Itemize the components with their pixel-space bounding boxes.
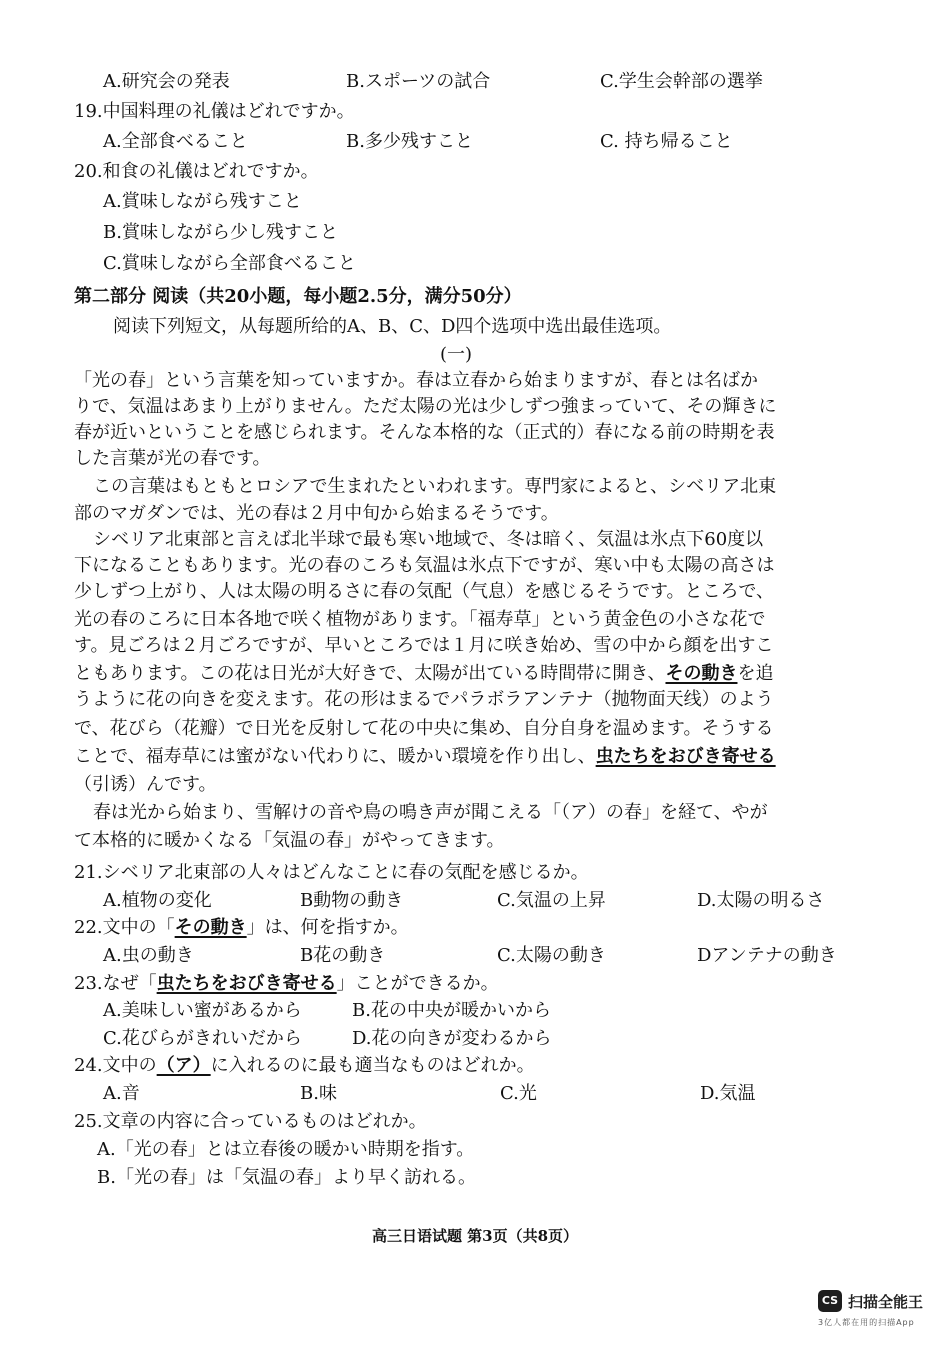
- passage-line: [74, 744, 776, 770]
- passage-line: うように花の向きを変えます。花の形はまるでパラボラアンテナ（抛物面天线）のよう: [74, 689, 774, 710]
- q23-underlined: 虫たちをおびき寄せる: [156, 973, 337, 994]
- q20-stem: 20.和食の礼儀はどれですか。: [74, 161, 319, 182]
- passage-line: て本格的に暖かくなる「気温の春」がやってきます。: [74, 830, 505, 851]
- q23-stem: [74, 971, 499, 997]
- q25-option-b: B.「光の春」は「気温の春」より早く訪れる。: [97, 1167, 476, 1188]
- q21-option-c: C.気温の上昇: [497, 890, 606, 911]
- q20-option-a: A.賞味しながら残すこと: [103, 191, 302, 212]
- q25-stem: 25.文章の内容に合っているものはどれか。: [74, 1111, 427, 1132]
- q23-option-a: A.美味しい蜜があるから: [103, 1000, 302, 1021]
- page-footer: 高三日语试题 第3页（共8页）: [371, 1227, 579, 1245]
- q19-option-a: A.全部食べること: [103, 131, 248, 152]
- q22-option-a: A.虫の動き: [103, 945, 194, 966]
- watermark-name: 扫描全能王: [848, 1293, 924, 1311]
- q20-option-c: C.賞味しながら全部食べること: [103, 253, 356, 274]
- passage-line: 少しずつ上がり、人は太陽の明るさに春の気配（气息）を感じるそうです。ところで、: [74, 581, 775, 602]
- q24-underlined: （ア）: [156, 1055, 211, 1076]
- passage-line: した言葉が光の春です。: [74, 448, 271, 469]
- q25-option-a: A.「光の春」とは立春後の暖かい時期を指す。: [97, 1139, 475, 1160]
- passage-line: す。見ごろは２月ごろですが、早いところでは１月に咲き始め、雪の中から顔を出すこ: [74, 635, 774, 656]
- underlined-phrase-sono-ugoki: その動き: [665, 663, 738, 684]
- camscanner-icon: CS: [818, 1290, 842, 1312]
- passage-line: りで、気温はあまり上がりません。ただ太陽の光は少しずつ強まっていて、その輝きに: [74, 396, 777, 417]
- q24-stem: [74, 1053, 535, 1079]
- q24-option-a: A.音: [103, 1083, 140, 1104]
- passage-number: (一): [440, 344, 473, 365]
- q18-option-c: C.学生会幹部の選挙: [600, 71, 763, 92]
- q23-option-c: C.花びらがきれいだから: [103, 1028, 302, 1049]
- q22-option-b: B花の動き: [300, 945, 386, 966]
- passage-line: 下になることもあります。光の春のころも気温は氷点下ですが、寒い中も太陽の高さは: [74, 555, 775, 576]
- scanner-watermark-logo: [818, 1290, 938, 1330]
- q24-option-d: D.気温: [700, 1083, 756, 1104]
- passage-line: 春が近いということを感じられます。そんな本格的な（正式的）春になる前の時期を表: [74, 422, 775, 443]
- passage-text: ことで、福寿草には蜜がない代わりに、暖かい環境を作り出し、: [74, 746, 596, 767]
- q24-stem-text: に入れるのに最も適当なものはどれか。: [210, 1055, 535, 1076]
- q19-option-c: C. 持ち帰ること: [600, 131, 733, 152]
- q19-option-b: B.多少残すこと: [346, 131, 473, 152]
- q18-option-a: A.研究会の発表: [103, 71, 230, 92]
- q22-option-c: C.太陽の動き: [497, 945, 606, 966]
- section-heading: 第二部分 阅读（共20小题，每小题2.5分，满分50分）: [74, 286, 522, 307]
- section-instruction: 阅读下列短文，从每题所给的A、B、C、D四个选项中选出最佳选项。: [113, 316, 672, 337]
- q21-option-b: B動物の動き: [300, 890, 404, 911]
- q21-option-a: A.植物の変化: [103, 890, 212, 911]
- underlined-phrase-mushitachi: 虫たちをおびき寄せる: [595, 746, 776, 767]
- q21-stem: 21.シベリア北東部の人々はどんなことに春の気配を感じるか。: [74, 862, 589, 883]
- q22-stem: [74, 915, 409, 941]
- q24-stem-text: 24.文中の: [74, 1055, 157, 1076]
- passage-line: 光の春のころに日本各地で咲く植物があります。「福寿草」という黄金色の小さな花で: [74, 609, 766, 630]
- q20-option-b: B.賞味しながら少し残すこと: [103, 222, 338, 243]
- q24-option-b: B.味: [300, 1083, 337, 1104]
- q24-option-c: C.光: [500, 1083, 537, 1104]
- q22-underlined: その動き: [174, 917, 247, 938]
- passage-text: を追: [737, 663, 774, 684]
- q21-option-d: D.太陽の明るさ: [697, 890, 825, 911]
- passage-line: 「光の春」という言葉を知っていますか。春は立春から始まりますが、春とは名ばか: [74, 370, 758, 391]
- q22-option-d: Dアンテナの動き: [697, 945, 837, 966]
- passage-text: ともあります。この花は日光が大好きで、太陽が出ている時間帯に開き、: [74, 663, 666, 684]
- passage-line: 部のマガダンでは、光の春は２月中旬から始まるそうです。: [74, 503, 559, 524]
- passage-line: [74, 661, 773, 687]
- q23-option-d: D.花の向きが変わるから: [352, 1028, 552, 1049]
- q18-option-b: B.スポーツの試合: [346, 71, 491, 92]
- watermark-tagline: 3亿人都在用的扫描App: [818, 1318, 915, 1327]
- passage-line: （引诱）んです。: [74, 774, 217, 795]
- q22-stem-text: 」は、何を指すか。: [246, 917, 409, 938]
- passage-line: 春は光から始まり、雪解けの音や鳥の鳴き声が聞こえる「（ア）の春」を経て、やが: [93, 802, 768, 823]
- q23-option-b: B.花の中央が暖かいから: [352, 1000, 551, 1021]
- passage-line: この言葉はもともとロシアで生まれたといわれます。専門家によると、シベリア北東: [93, 476, 777, 497]
- q23-stem-text: 」ことができるか。: [336, 973, 499, 994]
- passage-line: シベリア北東部と言えば北半球で最も寒い地域で、冬は暗く、気温は氷点下60度以: [93, 529, 764, 550]
- q19-stem: 19.中国料理の礼儀はどれですか。: [74, 101, 355, 122]
- q23-stem-text: 23.なぜ「: [74, 973, 157, 994]
- q22-stem-text: 22.文中の「: [74, 917, 175, 938]
- passage-line: で、花びら（花瓣）で日光を反射して花の中央に集め、自分自身を温めます。そうする: [74, 718, 774, 739]
